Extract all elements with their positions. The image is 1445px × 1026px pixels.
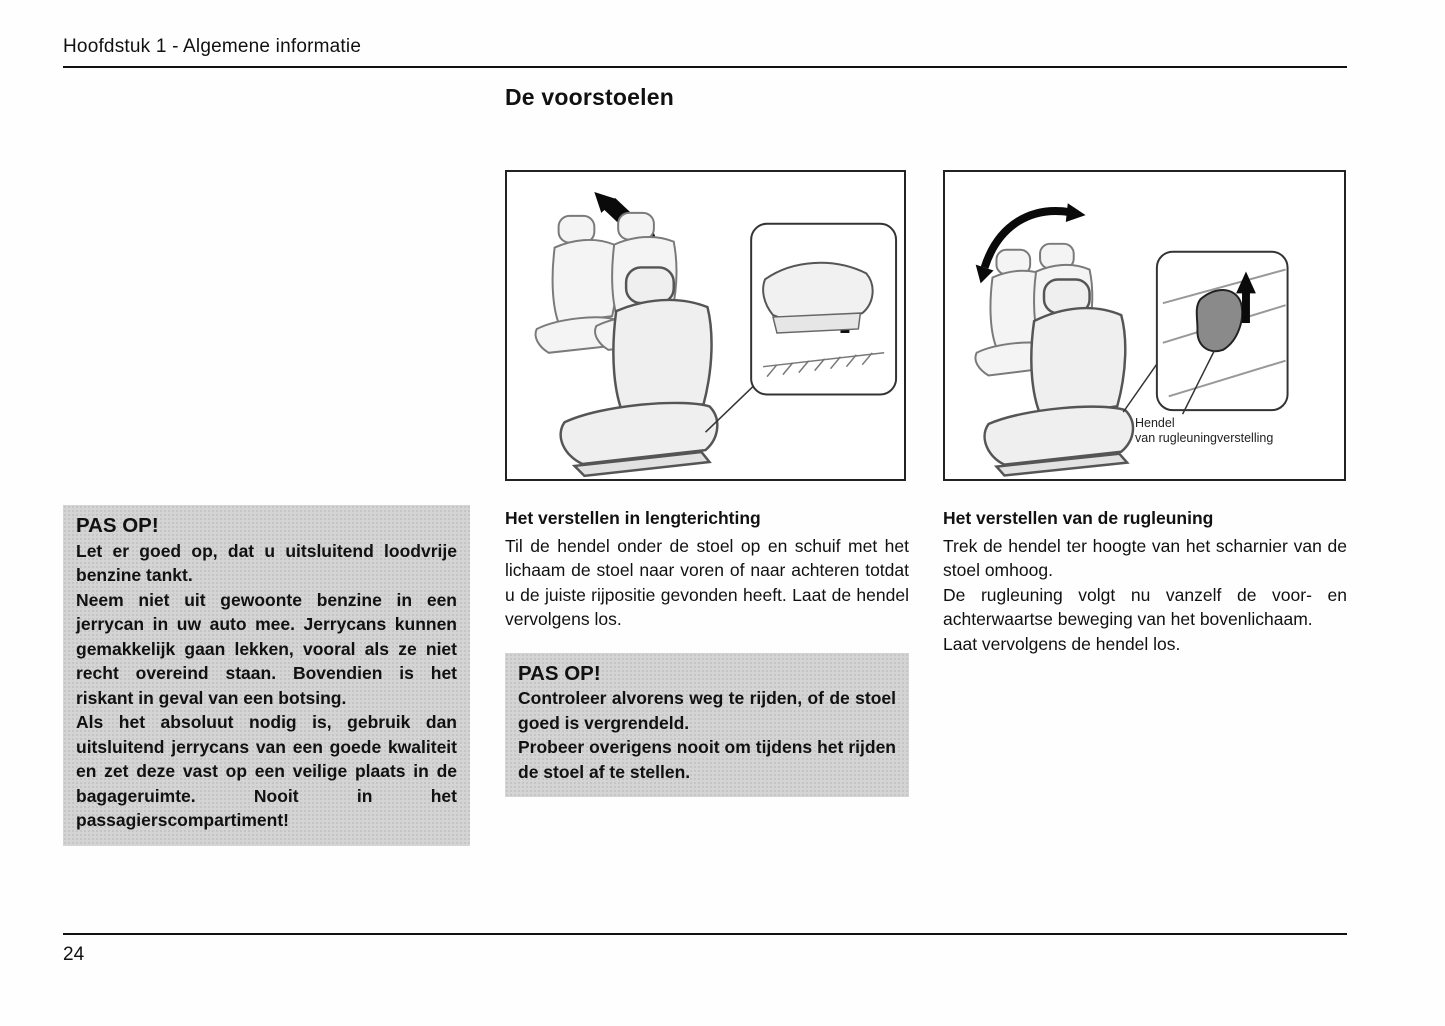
warning-fuel-title: PAS OP! — [76, 514, 159, 537]
warning-fuel-paragraph: Als het absoluut nodig is, gebruik dan uitsluitend jerrycans van een goede kwaliteit en zet deze vast op een veilige plaats in de bagageruimte. Nooit in het passagierscompartiment! — [76, 712, 457, 830]
warning-seat-lock-paragraph: Controleer alvorens weg te rijden, of de stoel goed is vergrendeld. — [518, 688, 896, 733]
section-backrest-paragraph: Trek de hendel ter hoogte van het scharnier van de stoel omhoog. — [943, 535, 1347, 580]
chapter-header: Hoofdstuk 1 - Algemene informatie — [63, 36, 362, 57]
section-backrest-heading: Het verstellen van de rugleuning — [943, 508, 1214, 528]
column-length-adjust — [505, 506, 909, 797]
warning-box-fuel — [63, 505, 470, 846]
warning-box-seat-lock — [505, 653, 909, 798]
section-length-heading: Het verstellen in lengterichting — [505, 508, 761, 528]
page-number: 24 — [63, 944, 85, 965]
warning-seat-lock-title: PAS OP! — [518, 661, 601, 685]
warning-fuel-paragraph: Let er goed op, dat u uitsluitend loodvrije benzine tankt. — [76, 540, 457, 585]
section-backrest-paragraph: De rugleuning volgt nu vanzelf de voor- en achterwaartse beweging van het bovenlichaam. — [943, 584, 1347, 629]
column-fuel-warning — [63, 505, 470, 846]
section-backrest-paragraph: Laat vervolgens de hendel los. — [943, 633, 1181, 654]
section-length-body: Til de hendel onder de stoel op en schuif met het lichaam de stoel naar voren of naar achteren totdat u de juiste rijpositie gevonden heeft. Laat de hendel vervolgens los. — [505, 535, 909, 629]
warning-fuel-paragraph: Neem niet uit gewoonte benzine in een jerrycan in uw auto mee. Jerrycans kunnen gemakkelijk gaan lekken, vooral als ze niet recht overeind staan. Bovendien is het riskant in geval van een botsing. — [76, 589, 457, 708]
backrest-adjust-illustration — [943, 170, 1346, 481]
lever-caption-line1: Hendel — [1135, 416, 1175, 430]
page-title: De voorstoelen — [505, 84, 674, 110]
lever-caption — [1135, 416, 1273, 446]
column-backrest-adjust — [943, 506, 1347, 656]
seat-length-adjust-drawing — [507, 172, 904, 479]
recline-lever-inset — [1157, 252, 1288, 414]
inset-leader-line — [706, 383, 758, 433]
top-rule — [63, 66, 1347, 68]
seat-length-adjust-illustration — [505, 170, 906, 481]
warning-seat-lock-paragraph: Probeer overigens nooit om tijdens het rijden de stoel af te stellen. — [518, 737, 896, 782]
bottom-rule — [63, 933, 1347, 935]
seat-lever-inset — [751, 224, 896, 395]
lever-caption-line2: van rugleuningverstelling — [1135, 431, 1274, 445]
